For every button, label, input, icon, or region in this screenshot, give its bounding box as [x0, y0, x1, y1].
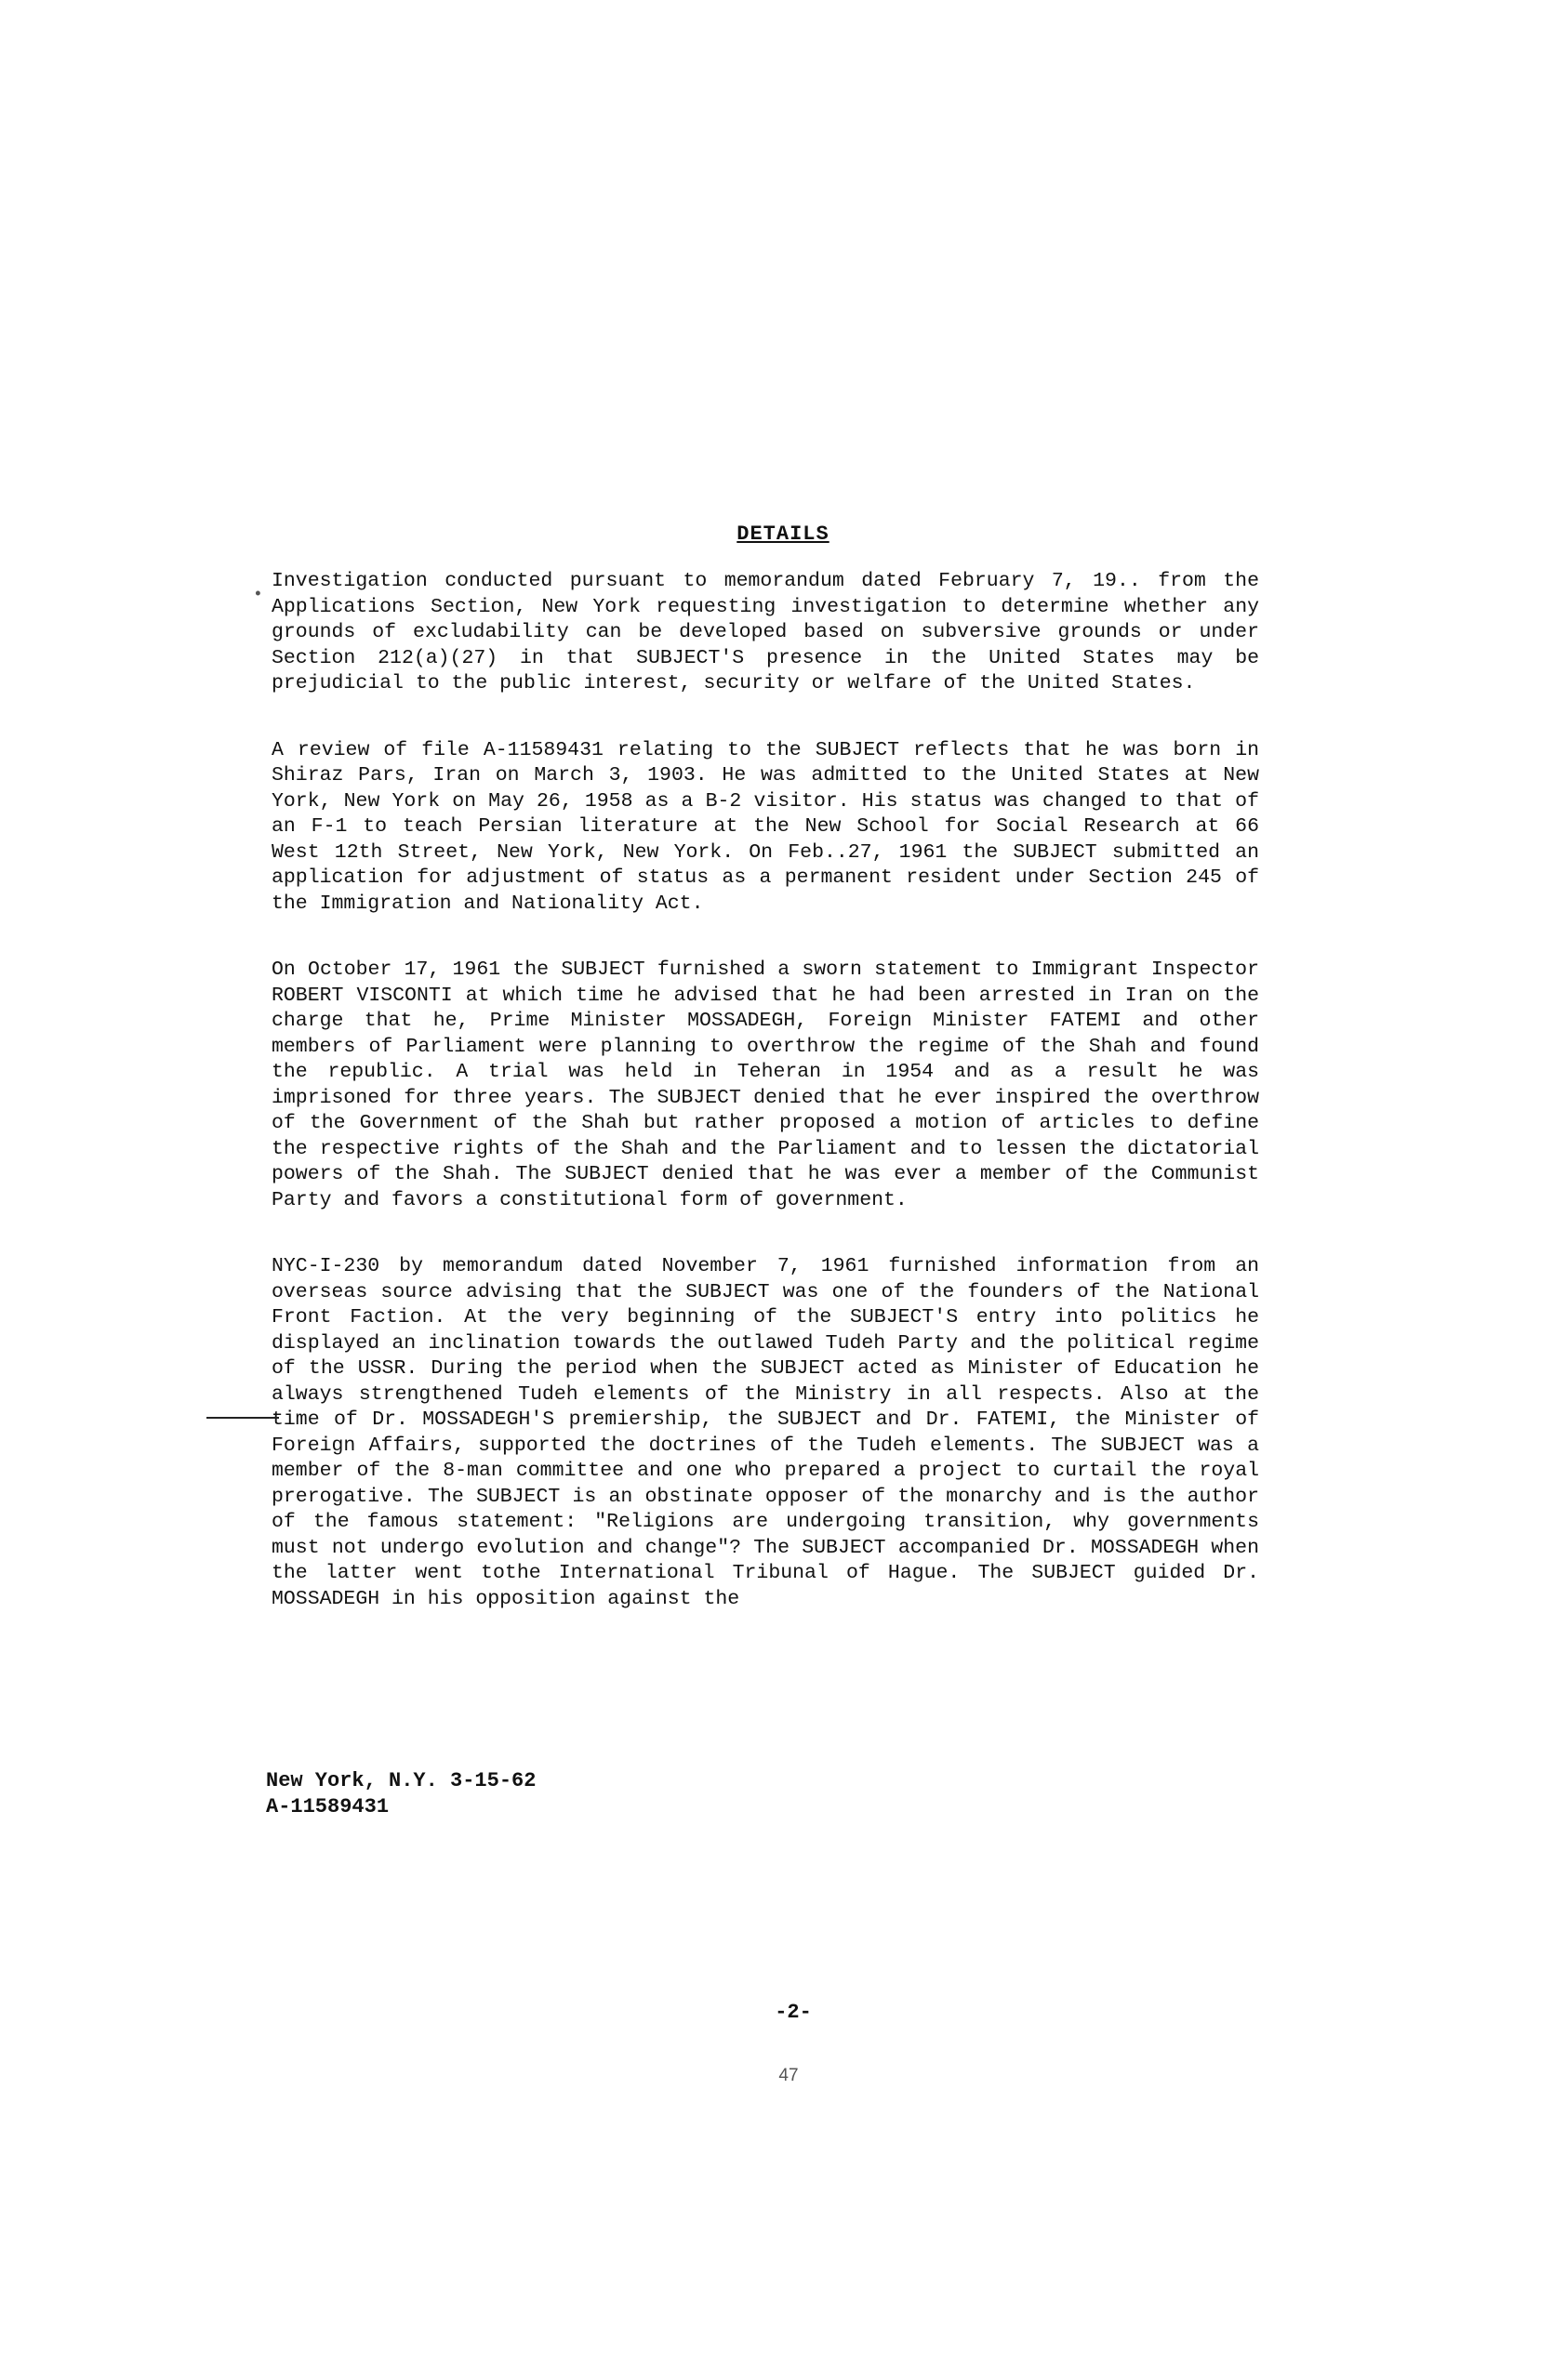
paragraph-overseas-source: [272, 1254, 1259, 1612]
paragraph-file-review: [272, 738, 1259, 918]
paragraph-text: Investigation conducted pursuant to memorandum dated February 7, 19.. from the Applications Section, New York requesting investigation to determine whether any grounds of excludability can be developed based on subversive grounds or under Section 212(a)(27) in that SUBJECT'S presence in the United States may be prejudicial to the public interest, security or welfare of the United States.: [272, 570, 1259, 694]
margin-underline-mark: [206, 1417, 279, 1419]
footer-location-date: New York, N.Y. 3-15-62: [266, 1769, 537, 1792]
footer-file-number: A-11589431: [266, 1795, 390, 1818]
page-number: -2-: [775, 2001, 812, 2024]
footer-block: [266, 1768, 536, 1820]
margin-tick-mark: •: [253, 586, 263, 604]
paragraph-investigation: [272, 569, 1259, 697]
paragraph-sworn-statement: [272, 958, 1259, 1213]
paragraph-text: NYC-I-230 by memorandum dated November 7, 1961 furnished information from an overseas source advising that the SUBJECT was one of the founders of the National Front Faction. At the very beginning of the SUBJECT'S entry into politics he displayed an inclination towards the outlawed Tudeh Party and the political regime of the USSR. During the period when the SUBJECT acted as Minister of Education he always strengthened Tudeh elements of the Ministry in all respects. Also at the time of Dr. MOSSADEGH'S premiership, the SUBJECT and Dr. FATEMI, the Minister of Foreign Affairs, supported the doctrines of the Tudeh elements. The SUBJECT was a member of the 8-man committee and one who prepared a project to curtail the royal prerogative. The SUBJECT is an obstinate opposer of the monarchy and is the author of the famous statement: "Religions are undergoing transition, why governments must not undergo evolution and change"? The SUBJECT accompanied Dr. MOSSADEGH when the latter went tothe International Tribunal of Hague. The SUBJECT guided Dr. MOSSADEGH in his opposition against the: [272, 1255, 1259, 1610]
document-body: [272, 569, 1259, 1653]
paragraph-text: A review of file A-11589431 relating to the SUBJECT reflects that he was born in Shiraz Pars, Iran on March 3, 1903. He was admitted to the United States at New York, New York on May 26, 1958 as a B-2 visitor. His status was changed to that of an F-1 to teach Persian literature at the New School for Social Research at 66 West 12th Street, New York, New York. On Feb..27, 1961 the SUBJECT submitted an application for adjustment of status as a permanent resident under Section 245 of the Immigration and Nationality Act.: [272, 738, 1259, 915]
page-heading: DETAILS: [737, 522, 829, 546]
stamp-number: 47: [778, 2066, 799, 2085]
paragraph-text: On October 17, 1961 the SUBJECT furnished a sworn statement to Immigrant Inspector ROBERT VISCONTI at which time he advised that he had been arrested in Iran on the charge that he, Prime Minister MOSSADEGH, Foreign Minister FATEMI and other members of Parliament were planning to overthrow the regime of the Shah and found the republic. A trial was held in Teheran in 1954 and as a result he was imprisoned for three years. The SUBJECT denied that he ever inspired the overthrow of the Government of the Shah but rather proposed a motion of articles to define the respective rights of the Shah and the Parliament and to lessen the dictatorial powers of the Shah. The SUBJECT denied that he was ever a member of the Communist Party and favors a constitutional form of government.: [272, 959, 1259, 1211]
